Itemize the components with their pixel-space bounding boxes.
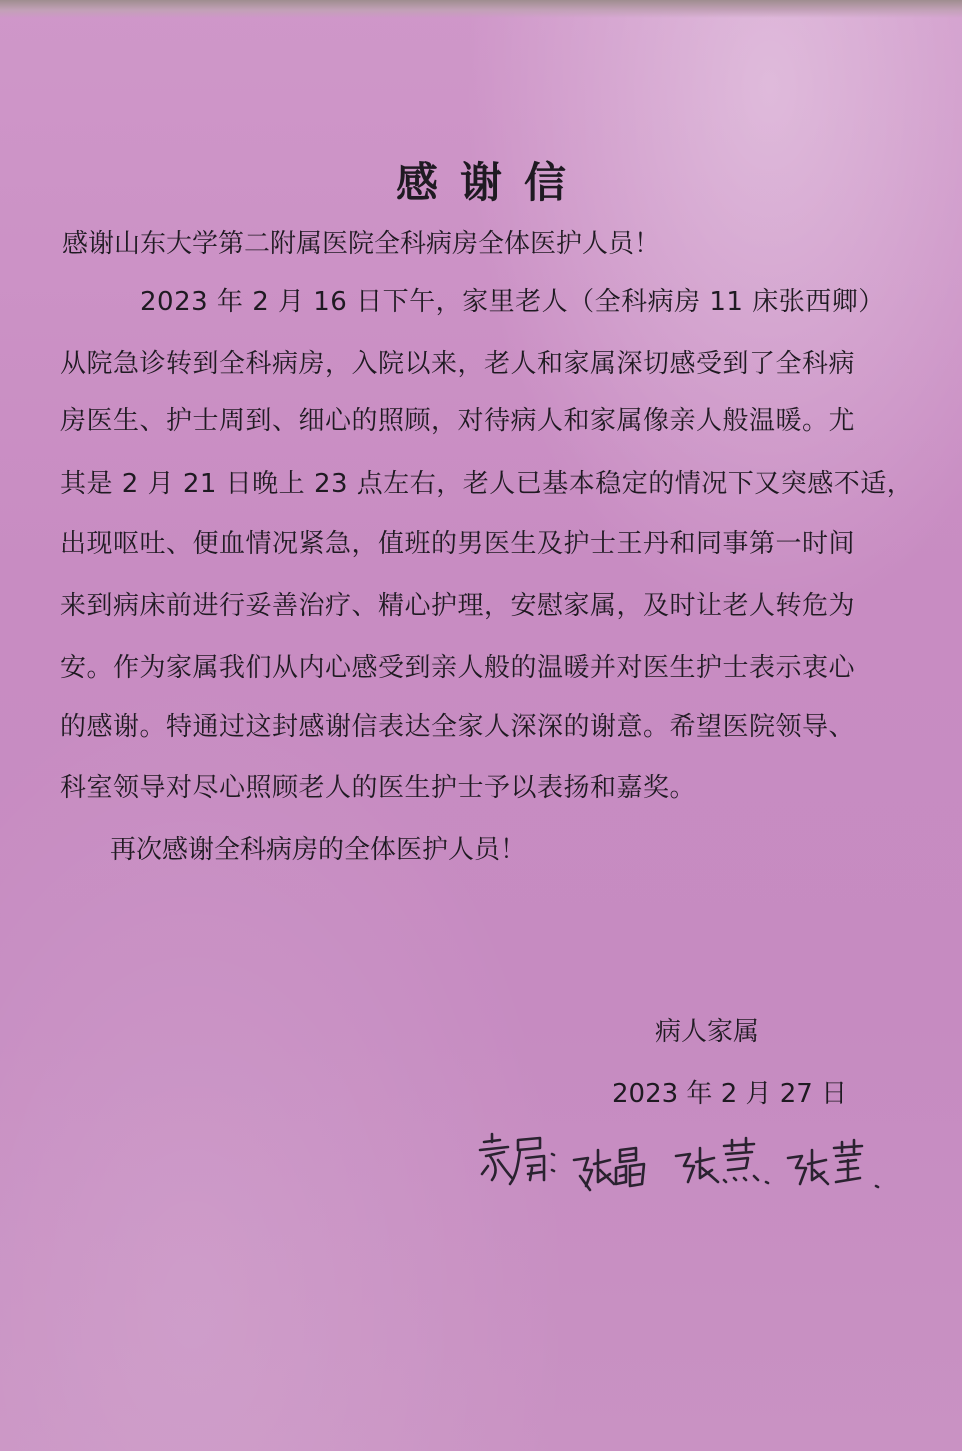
body-line: 来到病床前进行妥善治疗、精心护理，安慰家属，及时让老人转危为 xyxy=(60,591,856,621)
body-line: 的感谢。特通过这封感谢信表达全家人深深的谢意。希望医院领导、 xyxy=(60,712,856,742)
body-line: 出现呕吐、便血情况紧急，值班的男医生及护士王丹和同事第一时间 xyxy=(60,529,856,559)
body-line: 安。作为家属我们从内心感受到亲人般的温暖并对医生护士表示衷心 xyxy=(60,653,856,683)
letter-closing: 再次感谢全科病房的全体医护人员！ xyxy=(110,835,527,865)
body-line: 科室领导对尽心照顾老人的医生护士予以表扬和嘉奖。 xyxy=(60,773,697,803)
handwritten-signature xyxy=(470,1120,900,1200)
letter-salutation: 感谢山东大学第二附属医院全科病房全体医护人员！ xyxy=(62,229,661,259)
letter-title: 感谢信 xyxy=(395,158,588,207)
signature-label: 病人家属 xyxy=(655,1017,760,1047)
body-line: 房医生、护士周到、细心的照顾，对待病人和家属像亲人般温暖。尤 xyxy=(60,406,856,436)
body-line: 从院急诊转到全科病房，入院以来，老人和家属深切感受到了全科病 xyxy=(60,349,856,379)
body-line: 2023 年 2 月 16 日下午，家里老人（全科病房 11 床张西卿） xyxy=(140,287,885,317)
body-line: 其是 2 月 21 日晚上 23 点左右，老人已基本稳定的情况下又突感不适， xyxy=(60,469,914,499)
paper-top-edge xyxy=(0,0,962,18)
signature-date: 2023 年 2 月 27 日 xyxy=(612,1079,848,1109)
